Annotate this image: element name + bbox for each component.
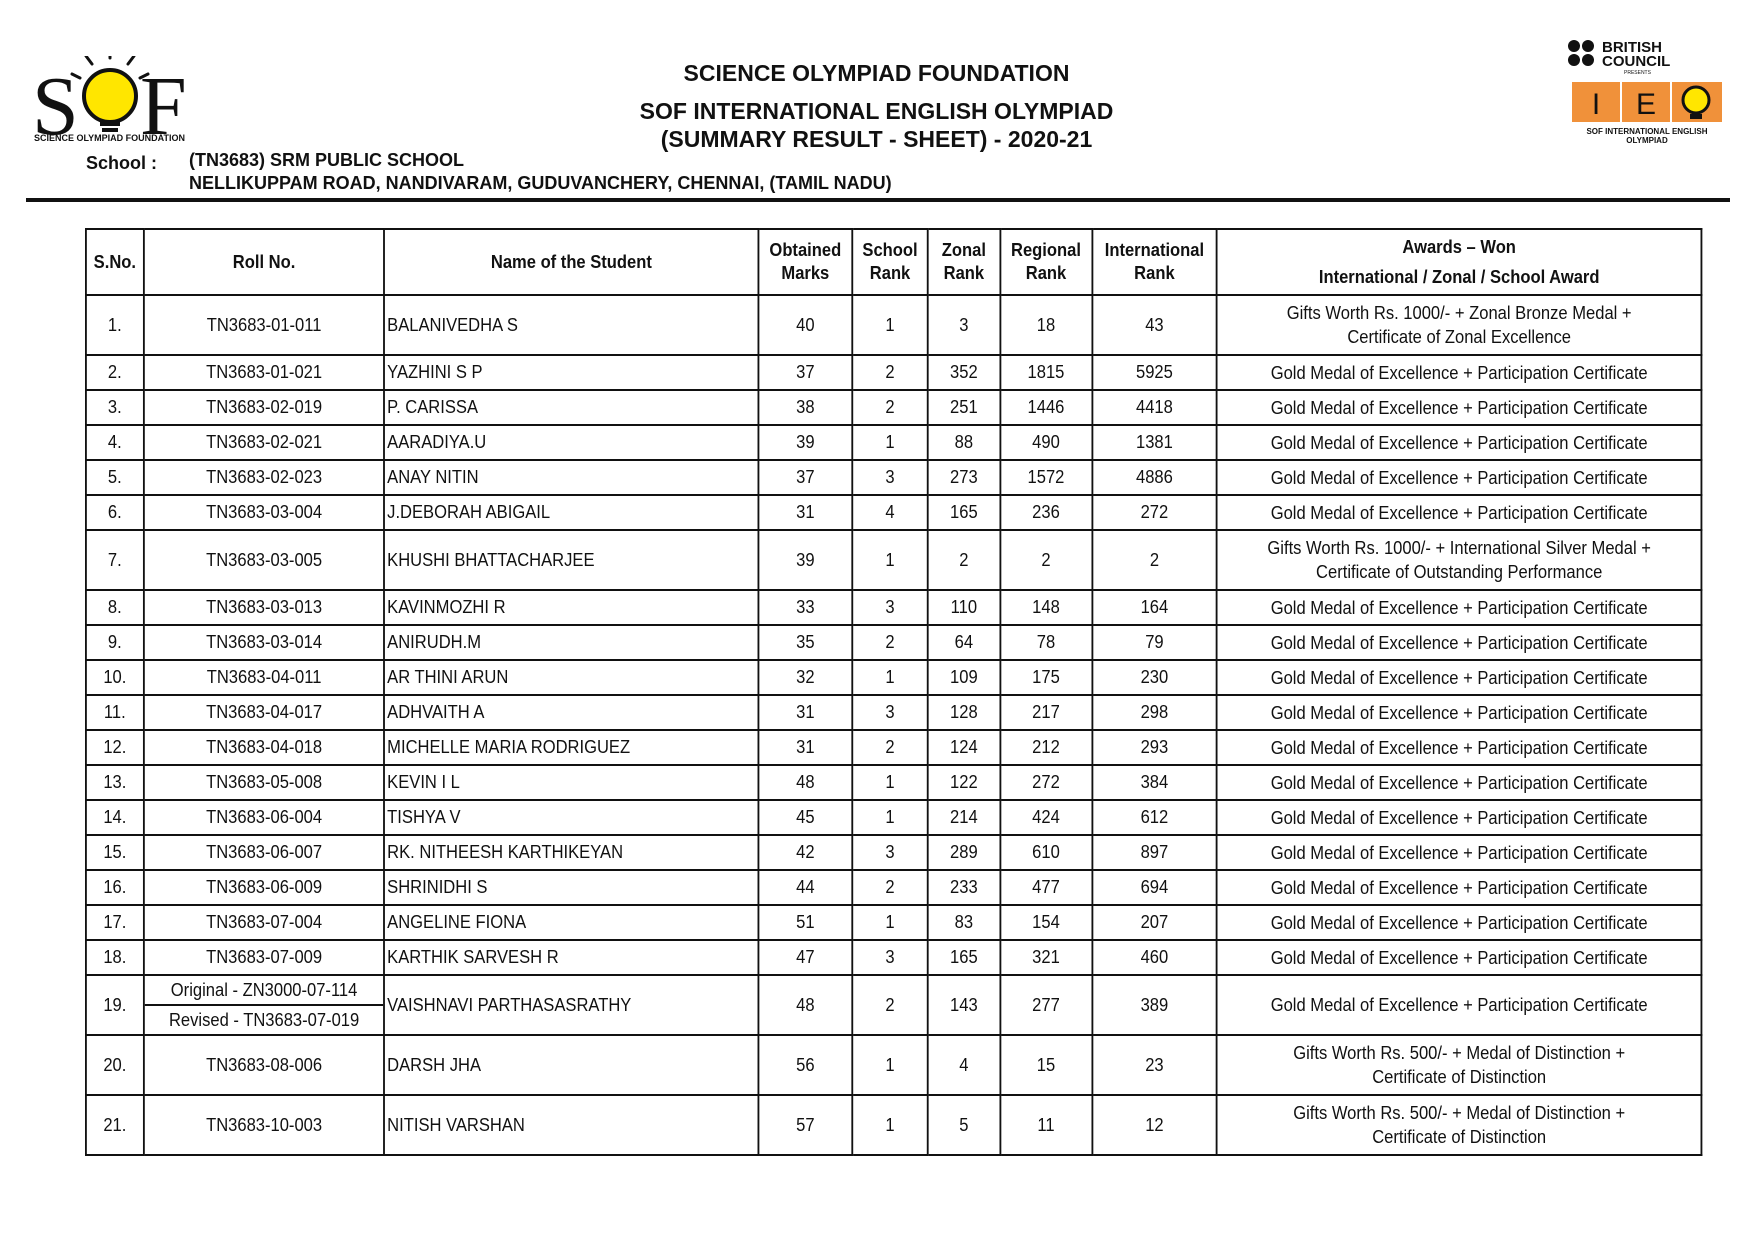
cell-marks: 45 xyxy=(758,800,852,835)
svg-text:F: F xyxy=(140,60,187,146)
cell-zonal-rank: 83 xyxy=(928,905,1000,940)
cell-name: BALANIVEDHA S xyxy=(384,295,758,355)
table-row xyxy=(86,905,1702,940)
award-line2: Certificate of Distinction xyxy=(1372,1127,1547,1147)
award-line1: Gold Medal of Excellence + Participation Certificate xyxy=(1270,995,1648,1015)
cell-sno: 12. xyxy=(86,730,144,765)
table-row xyxy=(86,975,1702,1035)
title-foundation: SCIENCE OLYMPIAD FOUNDATION xyxy=(683,60,1070,86)
cell-roll: TN3683-01-021 xyxy=(144,355,385,390)
cell-international-rank: 694 xyxy=(1092,870,1217,905)
table-row xyxy=(86,940,1702,975)
cell-school-rank: 2 xyxy=(852,355,927,390)
cell-sno: 10. xyxy=(86,660,144,695)
cell-roll: TN3683-02-023 xyxy=(144,460,385,495)
sof-logo-tagline: SCIENCE OLYMPIAD FOUNDATION xyxy=(34,133,186,143)
cell-regional-rank: 175 xyxy=(1000,660,1092,695)
cell-school-rank: 1 xyxy=(852,1035,927,1095)
award-line1: Gold Medal of Excellence + Participation Certificate xyxy=(1270,737,1648,758)
cell-award xyxy=(1217,660,1702,695)
award-line1: Gold Medal of Excellence + Participation Certificate xyxy=(1270,632,1648,653)
cell-marks: 37 xyxy=(758,460,852,495)
cell-school-rank: 2 xyxy=(852,625,927,660)
cell-zonal-rank: 124 xyxy=(928,730,1000,765)
award-line1: Gold Medal of Excellence + Participation Certificate xyxy=(1270,842,1648,863)
cell-regional-rank: 212 xyxy=(1000,730,1092,765)
cell-roll: TN3683-01-011 xyxy=(144,295,385,355)
table-row xyxy=(86,590,1702,625)
table-row xyxy=(86,530,1702,590)
award-line1: Gifts Worth Rs. 500/- + Medal of Distinction + xyxy=(1293,1043,1626,1063)
cell-award xyxy=(1217,800,1702,835)
cell-school-rank: 1 xyxy=(852,765,927,800)
cell-school-rank: 4 xyxy=(852,495,927,530)
col-marks: Obtained Marks xyxy=(758,229,852,295)
cell-roll: TN3683-06-009 xyxy=(144,870,385,905)
col-school-rank: School Rank xyxy=(852,229,927,295)
award-line1: Gifts Worth Rs. 1000/- + Zonal Bronze Medal + xyxy=(1286,303,1632,323)
cell-award xyxy=(1217,870,1702,905)
cell-zonal-rank: 4 xyxy=(928,1035,1000,1095)
cell-zonal-rank: 214 xyxy=(928,800,1000,835)
cell-international-rank: 384 xyxy=(1092,765,1217,800)
cell-sno: 15. xyxy=(86,835,144,870)
table-row xyxy=(86,495,1702,530)
cell-name: DARSH JHA xyxy=(384,1035,758,1095)
cell-school-rank: 1 xyxy=(852,295,927,355)
cell-sno: 9. xyxy=(86,625,144,660)
award-line2: Certificate of Distinction xyxy=(1372,1067,1547,1087)
brand-line1: BRITISH xyxy=(1602,39,1662,56)
table-header-row xyxy=(86,229,1702,295)
ieo-caption-line2: OLYMPIAD xyxy=(1626,136,1668,145)
cell-marks: 44 xyxy=(758,870,852,905)
table-row xyxy=(86,695,1702,730)
award-line1: Gold Medal of Excellence + Participation Certificate xyxy=(1270,467,1648,488)
table-row xyxy=(86,460,1702,495)
svg-text:S: S xyxy=(32,60,79,146)
cell-award xyxy=(1217,695,1702,730)
cell-international-rank: 43 xyxy=(1092,295,1217,355)
cell-marks: 37 xyxy=(758,355,852,390)
cell-zonal-rank: 233 xyxy=(928,870,1000,905)
table-row xyxy=(86,295,1702,355)
school-name: (TN3683) SRM PUBLIC SCHOOL xyxy=(189,150,465,170)
cell-regional-rank: 78 xyxy=(1000,625,1092,660)
cell-international-rank: 897 xyxy=(1092,835,1217,870)
cell-school-rank: 1 xyxy=(852,905,927,940)
cell-name: ADHVAITH A xyxy=(384,695,758,730)
table-row xyxy=(86,425,1702,460)
cell-roll: TN3683-05-008 xyxy=(144,765,385,800)
cell-zonal-rank: 143 xyxy=(928,975,1000,1035)
cell-regional-rank: 1815 xyxy=(1000,355,1092,390)
table-row xyxy=(86,390,1702,425)
col-regional-rank: Regional Rank xyxy=(1000,229,1092,295)
cell-roll xyxy=(144,975,385,1035)
cell-international-rank: 612 xyxy=(1092,800,1217,835)
results-table xyxy=(85,228,1702,1156)
cell-name: SHRINIDHI S xyxy=(384,870,758,905)
ieo-caption-line1: SOF INTERNATIONAL ENGLISH xyxy=(1586,127,1708,136)
cell-marks: 51 xyxy=(758,905,852,940)
cell-marks: 56 xyxy=(758,1035,852,1095)
table-row xyxy=(86,870,1702,905)
award-line1: Gold Medal of Excellence + Participation Certificate xyxy=(1270,597,1648,618)
cell-marks: 38 xyxy=(758,390,852,425)
cell-marks: 31 xyxy=(758,695,852,730)
cell-award xyxy=(1217,295,1702,355)
cell-sno: 14. xyxy=(86,800,144,835)
cell-zonal-rank: 88 xyxy=(928,425,1000,460)
cell-sno: 18. xyxy=(86,940,144,975)
cell-school-rank: 1 xyxy=(852,530,927,590)
cell-award xyxy=(1217,905,1702,940)
cell-zonal-rank: 289 xyxy=(928,835,1000,870)
award-line1: Gifts Worth Rs. 1000/- + International Silver Medal + xyxy=(1267,538,1651,558)
table-row xyxy=(86,835,1702,870)
cell-zonal-rank: 352 xyxy=(928,355,1000,390)
award-line1: Gold Medal of Excellence + Participation Certificate xyxy=(1270,807,1648,828)
cell-regional-rank: 490 xyxy=(1000,425,1092,460)
cell-award xyxy=(1217,975,1702,1035)
cell-international-rank: 389 xyxy=(1092,975,1217,1035)
title-sheet: (SUMMARY RESULT - SHEET) - 2020-21 xyxy=(660,126,1093,152)
cell-school-rank: 2 xyxy=(852,390,927,425)
award-line1: Gold Medal of Excellence + Participation Certificate xyxy=(1270,432,1648,453)
col-international-rank: International Rank xyxy=(1092,229,1217,295)
cell-award xyxy=(1217,425,1702,460)
cell-international-rank: 1381 xyxy=(1092,425,1217,460)
cell-regional-rank: 11 xyxy=(1000,1095,1092,1155)
cell-marks: 39 xyxy=(758,425,852,460)
cell-zonal-rank: 273 xyxy=(928,460,1000,495)
cell-international-rank: 298 xyxy=(1092,695,1217,730)
school-label: School : xyxy=(86,153,157,173)
cell-roll: TN3683-10-003 xyxy=(144,1095,385,1155)
cell-zonal-rank: 165 xyxy=(928,940,1000,975)
cell-regional-rank: 2 xyxy=(1000,530,1092,590)
table-row xyxy=(86,625,1702,660)
cell-zonal-rank: 110 xyxy=(928,590,1000,625)
cell-name: MICHELLE MARIA RODRIGUEZ xyxy=(384,730,758,765)
cell-marks: 42 xyxy=(758,835,852,870)
cell-regional-rank: 424 xyxy=(1000,800,1092,835)
cell-sno: 21. xyxy=(86,1095,144,1155)
cell-international-rank: 230 xyxy=(1092,660,1217,695)
cell-sno: 7. xyxy=(86,530,144,590)
cell-award xyxy=(1217,495,1702,530)
cell-sno: 20. xyxy=(86,1035,144,1095)
cell-roll: TN3683-03-005 xyxy=(144,530,385,590)
cell-school-rank: 1 xyxy=(852,1095,927,1155)
cell-marks: 48 xyxy=(758,765,852,800)
table-row xyxy=(86,355,1702,390)
header-divider xyxy=(26,198,1730,202)
table-row xyxy=(86,660,1702,695)
cell-sno: 17. xyxy=(86,905,144,940)
cell-award xyxy=(1217,625,1702,660)
brand-line2: COUNCIL xyxy=(1602,53,1671,70)
cell-roll: TN3683-03-013 xyxy=(144,590,385,625)
cell-name: TISHYA V xyxy=(384,800,758,835)
cell-roll: TN3683-02-019 xyxy=(144,390,385,425)
cell-name: KARTHIK SARVESH R xyxy=(384,940,758,975)
cell-roll: TN3683-04-017 xyxy=(144,695,385,730)
cell-roll: TN3683-03-014 xyxy=(144,625,385,660)
cell-zonal-rank: 3 xyxy=(928,295,1000,355)
cell-international-rank: 12 xyxy=(1092,1095,1217,1155)
cell-sno: 1. xyxy=(86,295,144,355)
cell-sno: 5. xyxy=(86,460,144,495)
cell-zonal-rank: 122 xyxy=(928,765,1000,800)
cell-zonal-rank: 2 xyxy=(928,530,1000,590)
cell-zonal-rank: 165 xyxy=(928,495,1000,530)
cell-zonal-rank: 64 xyxy=(928,625,1000,660)
cell-marks: 57 xyxy=(758,1095,852,1155)
cell-award xyxy=(1217,1035,1702,1095)
cell-regional-rank: 1446 xyxy=(1000,390,1092,425)
cell-marks: 32 xyxy=(758,660,852,695)
cell-international-rank: 5925 xyxy=(1092,355,1217,390)
award-line1: Gold Medal of Excellence + Participation Certificate xyxy=(1270,877,1648,898)
cell-school-rank: 3 xyxy=(852,695,927,730)
award-line1: Gold Medal of Excellence + Participation Certificate xyxy=(1270,912,1648,933)
cell-zonal-rank: 128 xyxy=(928,695,1000,730)
cell-regional-rank: 321 xyxy=(1000,940,1092,975)
cell-award xyxy=(1217,835,1702,870)
cell-name: RK. NITHEESH KARTHIKEYAN xyxy=(384,835,758,870)
ieo-letter-e: E xyxy=(1635,88,1657,121)
cell-sno: 11. xyxy=(86,695,144,730)
cell-award xyxy=(1217,590,1702,625)
cell-regional-rank: 477 xyxy=(1000,870,1092,905)
cell-school-rank: 3 xyxy=(852,940,927,975)
cell-regional-rank: 1572 xyxy=(1000,460,1092,495)
cell-regional-rank: 236 xyxy=(1000,495,1092,530)
cell-name: ANGELINE FIONA xyxy=(384,905,758,940)
cell-school-rank: 2 xyxy=(852,975,927,1035)
cell-name: YAZHINI S P xyxy=(384,355,758,390)
col-zonal-rank: Zonal Rank xyxy=(928,229,1000,295)
school-address: NELLIKUPPAM ROAD, NANDIVARAM, GUDUVANCHERY, CHENNAI, (TAMIL NADU) xyxy=(189,173,892,193)
ieo-letter-i: I xyxy=(1591,88,1601,121)
cell-marks: 31 xyxy=(758,730,852,765)
cell-school-rank: 2 xyxy=(852,730,927,765)
roll-original: Original - ZN3000-07-114 xyxy=(145,976,384,1006)
cell-regional-rank: 272 xyxy=(1000,765,1092,800)
cell-regional-rank: 610 xyxy=(1000,835,1092,870)
cell-name: AARADIYA.U xyxy=(384,425,758,460)
cell-sno: 6. xyxy=(86,495,144,530)
cell-roll: TN3683-07-004 xyxy=(144,905,385,940)
cell-name: KHUSHI BHATTACHARJEE xyxy=(384,530,758,590)
cell-school-rank: 1 xyxy=(852,425,927,460)
cell-roll: TN3683-06-007 xyxy=(144,835,385,870)
col-awards: Awards – Won International / Zonal / School Award xyxy=(1217,229,1702,295)
cell-roll: TN3683-06-004 xyxy=(144,800,385,835)
cell-name: VAISHNAVI PARTHASASRATHY xyxy=(384,975,758,1035)
cell-international-rank: 4886 xyxy=(1092,460,1217,495)
cell-roll: TN3683-08-006 xyxy=(144,1035,385,1095)
cell-sno: 16. xyxy=(86,870,144,905)
cell-award xyxy=(1217,355,1702,390)
award-line1: Gold Medal of Excellence + Participation Certificate xyxy=(1270,667,1648,688)
cell-award xyxy=(1217,765,1702,800)
cell-award xyxy=(1217,730,1702,765)
roll-revised: Revised - TN3683-07-019 xyxy=(168,1010,360,1030)
col-sno: S.No. xyxy=(86,229,144,295)
british-council-logo xyxy=(1566,38,1728,154)
cell-marks: 31 xyxy=(758,495,852,530)
cell-roll: TN3683-07-009 xyxy=(144,940,385,975)
cell-international-rank: 4418 xyxy=(1092,390,1217,425)
cell-marks: 40 xyxy=(758,295,852,355)
cell-regional-rank: 217 xyxy=(1000,695,1092,730)
cell-school-rank: 3 xyxy=(852,590,927,625)
cell-school-rank: 3 xyxy=(852,460,927,495)
award-line2: Certificate of Outstanding Performance xyxy=(1316,562,1603,582)
cell-regional-rank: 148 xyxy=(1000,590,1092,625)
cell-international-rank: 293 xyxy=(1092,730,1217,765)
cell-regional-rank: 154 xyxy=(1000,905,1092,940)
cell-international-rank: 272 xyxy=(1092,495,1217,530)
title-olympiad: SOF INTERNATIONAL ENGLISH OLYMPIAD xyxy=(639,98,1114,124)
cell-name: J.DEBORAH ABIGAIL xyxy=(384,495,758,530)
cell-award xyxy=(1217,1095,1702,1155)
cell-marks: 47 xyxy=(758,940,852,975)
award-line1: Gold Medal of Excellence + Participation Certificate xyxy=(1270,362,1648,383)
award-line1: Gold Medal of Excellence + Participation Certificate xyxy=(1270,702,1648,723)
cell-sno: 8. xyxy=(86,590,144,625)
cell-name: AR THINI ARUN xyxy=(384,660,758,695)
cell-name: NITISH VARSHAN xyxy=(384,1095,758,1155)
title-block xyxy=(0,60,1753,153)
award-line2: Certificate of Zonal Excellence xyxy=(1347,327,1572,347)
cell-sno: 13. xyxy=(86,765,144,800)
table-row xyxy=(86,1095,1702,1155)
cell-school-rank: 2 xyxy=(852,870,927,905)
cell-roll: TN3683-02-021 xyxy=(144,425,385,460)
cell-international-rank: 207 xyxy=(1092,905,1217,940)
cell-name: KAVINMOZHI R xyxy=(384,590,758,625)
cell-marks: 48 xyxy=(758,975,852,1035)
cell-award xyxy=(1217,460,1702,495)
table-row xyxy=(86,730,1702,765)
cell-award xyxy=(1217,940,1702,975)
award-line1: Gold Medal of Excellence + Participation Certificate xyxy=(1270,772,1648,793)
table-row xyxy=(86,800,1702,835)
cell-sno: 3. xyxy=(86,390,144,425)
cell-international-rank: 2 xyxy=(1092,530,1217,590)
table-row xyxy=(86,1035,1702,1095)
award-line1: Gold Medal of Excellence + Participation Certificate xyxy=(1270,397,1648,418)
award-line1: Gold Medal of Excellence + Participation Certificate xyxy=(1270,947,1648,968)
cell-marks: 35 xyxy=(758,625,852,660)
cell-regional-rank: 18 xyxy=(1000,295,1092,355)
award-line1: Gifts Worth Rs. 500/- + Medal of Distinction + xyxy=(1293,1103,1626,1123)
cell-name: ANAY NITIN xyxy=(384,460,758,495)
cell-award xyxy=(1217,530,1702,590)
award-line1: Gold Medal of Excellence + Participation Certificate xyxy=(1270,502,1648,523)
cell-name: P. CARISSA xyxy=(384,390,758,425)
cell-regional-rank: 277 xyxy=(1000,975,1092,1035)
cell-roll: TN3683-04-011 xyxy=(144,660,385,695)
cell-sno: 4. xyxy=(86,425,144,460)
cell-school-rank: 1 xyxy=(852,800,927,835)
cell-award xyxy=(1217,390,1702,425)
cell-international-rank: 164 xyxy=(1092,590,1217,625)
cell-roll: TN3683-04-018 xyxy=(144,730,385,765)
table-row xyxy=(86,765,1702,800)
cell-name: ANIRUDH.M xyxy=(384,625,758,660)
cell-regional-rank: 15 xyxy=(1000,1035,1092,1095)
cell-sno: 19. xyxy=(86,975,144,1035)
cell-international-rank: 79 xyxy=(1092,625,1217,660)
cell-sno: 2. xyxy=(86,355,144,390)
col-roll: Roll No. xyxy=(144,229,385,295)
presents-text: PRESENTS xyxy=(1624,70,1651,76)
cell-zonal-rank: 251 xyxy=(928,390,1000,425)
cell-name: KEVIN I L xyxy=(384,765,758,800)
col-name: Name of the Student xyxy=(384,229,758,295)
cell-school-rank: 3 xyxy=(852,835,927,870)
cell-school-rank: 1 xyxy=(852,660,927,695)
cell-roll: TN3683-03-004 xyxy=(144,495,385,530)
cell-zonal-rank: 5 xyxy=(928,1095,1000,1155)
cell-zonal-rank: 109 xyxy=(928,660,1000,695)
cell-international-rank: 23 xyxy=(1092,1035,1217,1095)
cell-international-rank: 460 xyxy=(1092,940,1217,975)
cell-marks: 39 xyxy=(758,530,852,590)
cell-marks: 33 xyxy=(758,590,852,625)
ieo-logo xyxy=(1566,38,1728,154)
